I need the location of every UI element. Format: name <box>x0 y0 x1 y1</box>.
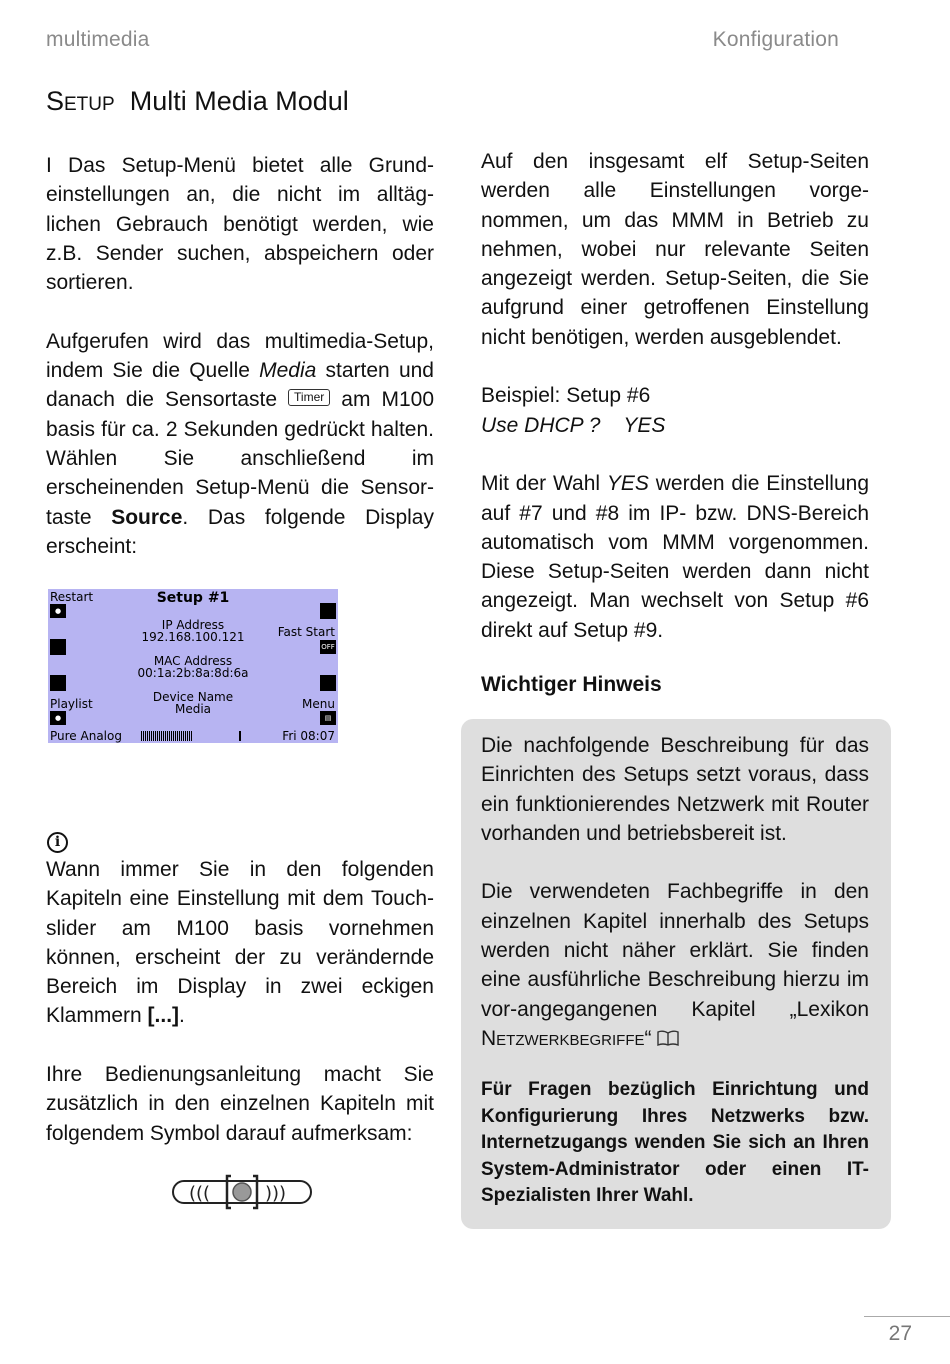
text-span: “ <box>644 1026 652 1050</box>
lcd-key-icon <box>50 639 66 655</box>
running-header-right: Konfiguration <box>712 28 839 51</box>
page-number: 27 <box>888 1322 912 1345</box>
lcd-menu-label: Menu <box>302 697 335 711</box>
title-prefix: Setup <box>46 86 115 116</box>
text-span: am M100 basis für ca. 2 Sekunden gedrückt halten. Wählen Sie anschließend im erscheinenden Setup-Menü die Sensor-taste <box>46 388 435 529</box>
lcd-restart-label: Restart <box>50 590 94 604</box>
media-source-name: Media <box>259 359 317 383</box>
timer-key-icon: Timer <box>288 389 330 406</box>
setup-pages-paragraph: Auf den insgesamt elf Setup-Seiten werden alle Einstellungen vorge-nommen, um das MMM in Betrieb zu nehmen, wobei nur relevante Seiten angezeigt werden. Setup-Seiten, die Sie aufgrund einer getroffenen Einstellung nicht benötigen, werden ausgeblendet. <box>481 150 869 349</box>
lcd-source-label: Pure Analog <box>50 729 122 743</box>
lcd-level-bars-icon <box>141 730 247 742</box>
important-note-content <box>481 731 869 1210</box>
lcd-restart-key-icon: ● <box>50 604 66 618</box>
lcd-ip-label: IP Address <box>161 618 225 632</box>
svg-text:))): ))) <box>265 1183 287 1204</box>
svg-text:(((: ((( <box>189 1183 211 1204</box>
book-icon <box>657 1029 679 1047</box>
lcd-mac-label: MAC Address <box>153 654 233 668</box>
dhcp-paragraph <box>481 469 869 645</box>
lcd-key-icon <box>320 675 336 691</box>
text-span: . <box>179 1004 185 1028</box>
symbol-paragraph: Ihre Bedienungsanleitung macht Sie zusätzlich in den einzelnen Kapiteln mit folgendem Symbol darauf aufmerksam: <box>46 1063 434 1145</box>
lcd-device-value: Media <box>174 702 212 716</box>
lcd-key-icon <box>50 675 66 691</box>
lcd-title: Setup #1 <box>156 590 230 606</box>
intro-paragraph: I Das Setup-Menü bietet alle Grund-einstellungen an, die nicht im alltäg-lichen Gebrauch benötigt werden, wie z.B. Sender suchen, abspeichern oder sortieren. <box>46 154 434 295</box>
footer-rule <box>864 1316 950 1317</box>
important-note-heading: Wichtiger Hinweis <box>481 673 662 696</box>
text-span: Mit der Wahl <box>481 472 607 496</box>
lcd-device-label: Device Name <box>152 690 234 704</box>
example-label: Beispiel: Setup #6 <box>481 384 651 408</box>
right-column <box>481 147 869 645</box>
lcd-mac-value: 00:1a:2b:8a:8d:6a <box>137 666 249 680</box>
info-icon: i <box>47 832 68 853</box>
yes-value: YES <box>606 472 649 496</box>
glossary-reference: Netzwerkbegriffe <box>481 1026 645 1050</box>
lcd-menu-key-icon: ▤ <box>320 711 336 725</box>
support-paragraph: Für Fragen bezüglich Einrichtung und Konfigurierung Ihres Netzwerks bzw. Internetzugangs wenden Sie sich an Ihren System-Administrator oder einen IT-Spezialisten Ihrer Wahl. <box>481 1079 869 1207</box>
text-span: Die verwendeten Fachbegriffe in den einzelnen Kapitel innerhalb des Setups werden nicht näher erklärt. Sie finden eine ausführliche Beschreibung hierzu im vor-angegangenen Kapitel „Lexikon <box>481 880 869 1021</box>
lcd-playlist-label: Playlist <box>50 697 93 711</box>
running-header-left: multimedia <box>46 28 150 51</box>
text-span: Wann immer Sie in den folgenden Kapiteln eine Einstellung mit dem Touch-slider am M100 basis vornehmen können, erscheint der zu verändernde Bereich im Display in zwei eckigen Klammern <box>46 858 434 1028</box>
example-line: Use DHCP ? YES <box>481 413 666 437</box>
left-column <box>46 151 434 561</box>
title-main: Multi Media Modul <box>129 86 349 116</box>
touchslider-icon <box>171 1173 313 1211</box>
source-key-name: Source <box>111 505 183 529</box>
text-span: werden die Einstellung auf #7 und #8 im IP- bzw. DNS-Bereich automatisch vom MMM vorgenommen. Diese Setup-Seiten werden dann nicht angezeigt. Man wechselt von Setup #6 direkt auf Setup #9. <box>481 472 869 642</box>
text-span: . Das folgende Display erscheint: <box>46 505 434 558</box>
lcd-off-badge: OFF <box>320 640 336 654</box>
lcd-ip-value: 192.168.100.121 <box>141 630 245 644</box>
bracket-marker: [...] <box>147 1004 180 1028</box>
page-title <box>46 86 349 117</box>
terminology-paragraph <box>481 877 869 1053</box>
lcd-key-icon <box>320 603 336 619</box>
setup-instructions <box>46 327 434 561</box>
touchslider-paragraph <box>46 855 434 1031</box>
lcd-clock: Fri 08:07 <box>282 729 335 743</box>
text-span: Aufgerufen wird das multimedia-Setup, indem Sie die Quelle <box>46 329 434 383</box>
lcd-playlist-key-icon: ● <box>50 711 66 725</box>
prerequisite-paragraph: Die nachfolgende Beschreibung für das Einrichten des Setups setzt voraus, dass ein funktionierendes Netzwerk mit Router vorhanden und betriebsbereit ist. <box>481 734 869 845</box>
lcd-display <box>48 589 338 743</box>
touchslider-note <box>46 855 434 1148</box>
text-span: starten und danach die Sensortaste <box>46 359 434 412</box>
lcd-fast-start-label: Fast Start <box>277 625 335 639</box>
